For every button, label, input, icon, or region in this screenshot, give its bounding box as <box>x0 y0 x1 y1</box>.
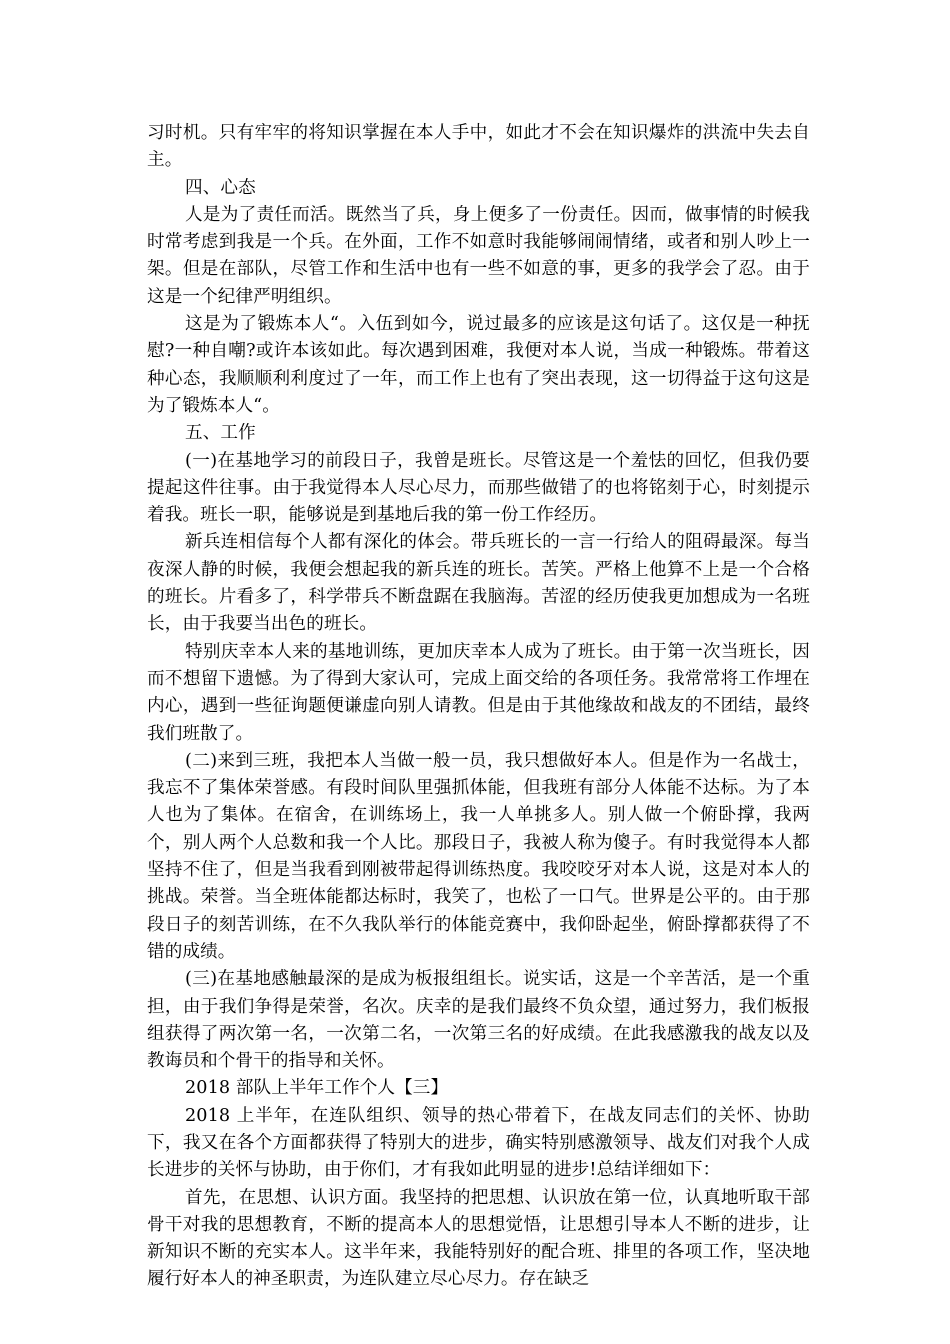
document-body <box>147 120 810 1294</box>
paragraph: 2018 上半年，在连队组织、领导的热心带着下，在战友同志们的关怀、协助下，我又在各个方面都获得了特别大的进步，确实特别感激领导、战友们对我个人成长进步的关怀与协助，由于你们，才有我如此明显的进步!总结详细如下： <box>147 1105 810 1181</box>
paragraph: 这是为了锻炼本人“。入伍到如今，说过最多的应该是这句话了。这仅是一种抚慰?一种自嘲?或许本该如此。每次遇到困难，我便对本人说，当成一种锻炼。带着这种心态，我顺顺利利度过了一年，而工作上也有了突出表现，这一切得益于这句这是为了锻炼本人“。 <box>147 314 810 416</box>
paragraph: (一)在基地学习的前段日子，我曾是班长。尽管这是一个羞怯的回忆，但我仍要提起这件往事。由于我觉得本人尽心尽力，而那些做错了的也将铭刻于心，时刻提示着我。班长一职，能够说是到基地后我的第一份工作经历。 <box>147 450 810 526</box>
section-title-part-three: 2018 部队上半年工作个人【三】 <box>185 1078 449 1099</box>
paragraph: 首先，在思想、认识方面。我坚持的把思想、认识放在第一位，认真地听取干部骨干对我的思想教育，不断的提高本人的思想觉悟，让思想引导本人不断的进步，让新知识不断的充实本人。这半年来，我能特别好的配合班、排里的各项工作，坚决地履行好本人的神圣职责，为连队建立尽心尽力。存在缺乏 <box>147 1187 810 1290</box>
section-heading-work: 五、工作 <box>185 423 256 444</box>
paragraph: 人是为了责任而活。既然当了兵，身上便多了一份责任。因而，做事情的时候我时常考虑到我是一个兵。在外面，工作不如意时我能够闹闹情绪，或者和别人吵上一架。但是在部队，尽管工作和生活中也有一些不如意的事，更多的我学会了忍。由于这是一个纪律严明组织。 <box>147 204 810 307</box>
paragraph: 特别庆幸本人来的基地训练，更加庆幸本人成为了班长。由于第一次当班长，因而不想留下遗憾。为了得到大家认可，完成上面交给的各项任务。我常常将工作埋在内心，遇到一些征询题便谦虚向别人请教。但是由于其他缘故和战友的不团结，最终我们班散了。 <box>147 641 810 744</box>
paragraph: (二)来到三班，我把本人当做一般一员，我只想做好本人。但是作为一名战士，我忘不了集体荣誉感。有段时间队里强抓体能，但我班有部分人体能不达标。为了本人也为了集体。在宿舍，在训练场上，我一人单挑多人。别人做一个俯卧撑，我两个，别人两个人总数和我一个人比。那段日子，我被人称为傻子。有时我觉得本人都坚持不住了，但是当我看到刚被带起得训练热度。我咬咬牙对本人说，这是对本人的挑战。荣誉。当全班体能都达标时，我笑了，也松了一口气。世界是公平的。由于那段日子的刻苦训练，在不久我队举行的体能竞赛中，我仰卧起坐，俯卧撑都获得了不错的成绩。 <box>147 750 810 962</box>
paragraph: 习时机。只有牢牢的将知识掌握在本人手中，如此才不会在知识爆炸的洪流中失去自主。 <box>147 123 810 171</box>
paragraph: 新兵连相信每个人都有深化的体会。带兵班长的一言一行给人的阻碍最深。每当夜深人静的时候，我便会想起我的新兵连的班长。苦笑。严格上他算不上是一个合格的班长。片看多了，科学带兵不断盘踞在我脑海。苦涩的经历使我更加想成为一名班长，由于我要当出色的班长。 <box>147 532 810 635</box>
section-heading-mindset: 四、心态 <box>185 177 256 198</box>
paragraph: (三)在基地感触最深的是成为板报组组长。说实话，这是一个辛苦活，是一个重担，由于我们争得是荣誉，名次。庆幸的是我们最终不负众望，通过努力，我们板报组获得了两次第一名，一次第二名，一次第三名的好成绩。在此我感激我的战友以及教诲员和个骨干的指导和关怀。 <box>147 969 810 1072</box>
